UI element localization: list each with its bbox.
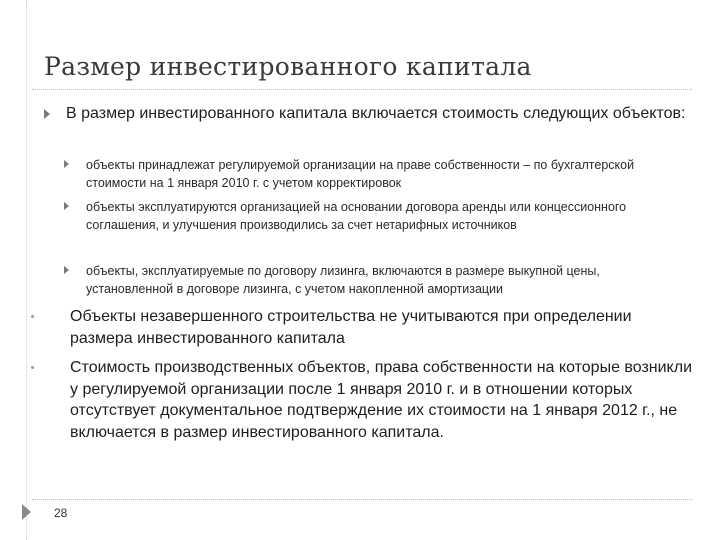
footer-divider — [32, 499, 692, 500]
subitem-ownership — [86, 156, 678, 192]
left-frame-line — [26, 0, 27, 540]
point-construction — [70, 306, 692, 349]
point-text: Стоимость производственных объектов, права собственности на которые возникли у регулируемой организации после 1 января 2010 г. и в отношении которых отсутствует документальное подтверждение их стоимости на 1 января 2012 г., не включается в размер инвестированного капитала. — [70, 359, 693, 441]
subitem-text: объекты эксплуатируются организацией на основании договора аренды или концессионного соглашения, и улучшения производились за счет нетарифных источников — [86, 200, 627, 232]
arrow-bullet-icon — [44, 109, 50, 119]
dot-bullet-icon — [31, 366, 34, 369]
intro-bullet — [66, 103, 686, 124]
page-number: 28 — [54, 506, 68, 520]
title-divider — [32, 89, 692, 90]
point-production-assets — [70, 357, 692, 443]
subitem-lease — [86, 198, 678, 234]
slide-title: Размер инвестированного капитала — [44, 52, 532, 81]
page-marker-icon — [22, 504, 31, 520]
subitem-text: объекты принадлежат регулируемой организации на праве собственности – по бухгалтерской стоимости на 1 января 2010 г. с учетом корректировок — [86, 158, 635, 190]
dot-bullet-icon — [31, 315, 34, 318]
arrow-bullet-icon — [64, 160, 69, 168]
subitem-text: объекты, эксплуатируемые по договору лизинга, включаются в размере выкупной цены, установленной в договоре лизинга, с учетом накопленной амортизации — [86, 264, 600, 296]
intro-text: В размер инвестированного капитала включается стоимость следующих объектов: — [66, 105, 686, 122]
point-text: Объекты незавершенного строительства не учитываются при определении размера инвестированного капитала — [70, 308, 632, 347]
arrow-bullet-icon — [64, 266, 69, 274]
arrow-bullet-icon — [64, 202, 69, 210]
subitem-leasing — [86, 262, 678, 298]
